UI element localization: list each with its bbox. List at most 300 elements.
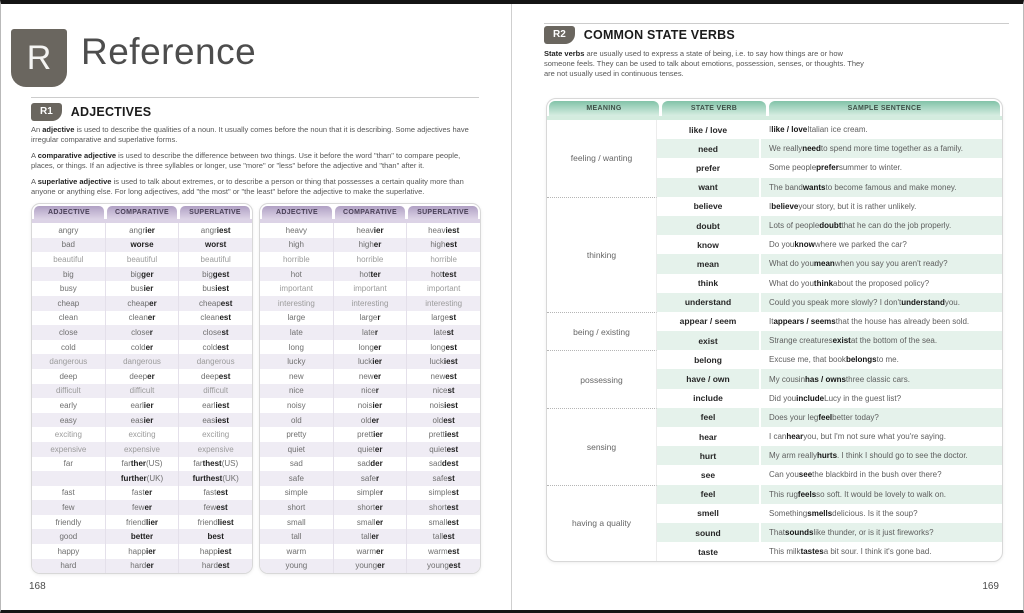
superlative-cell: happ iest	[199, 546, 232, 556]
adjective-row	[32, 413, 252, 428]
comparative-cell: further (UK)	[106, 471, 180, 486]
state-verb-row	[657, 446, 1002, 465]
adjective-table-2-rows	[260, 223, 480, 573]
adjective-row	[260, 559, 480, 574]
sample-sentence-cell: Does your leg feel better today?	[761, 408, 1002, 427]
superlative-cell: clean est	[200, 313, 232, 323]
superlative-cell: high est	[430, 240, 458, 250]
adjective-cell: young	[260, 559, 334, 574]
state-verb-row	[657, 331, 1002, 350]
superlative-cell: quiet est	[429, 444, 459, 454]
sample-sentence-cell: My arm really hurts . I think I should go to see the doctor.	[761, 446, 1002, 465]
sample-sentence-cell: The band wants to become famous and make money.	[761, 178, 1002, 197]
state-verb-cell: include	[657, 389, 761, 408]
adjective-row	[260, 471, 480, 486]
adjective-cell: friendly	[32, 515, 106, 530]
state-verb-cell: taste	[657, 542, 761, 561]
adjective-cell: hot	[260, 267, 334, 282]
superlative-cell: angr iest	[200, 225, 231, 235]
comparative-cell: dangerous	[106, 354, 180, 369]
state-verb-cell: exist	[657, 331, 761, 350]
section-number-badge-r2: R2	[544, 26, 575, 44]
superlative-cell: safe st	[432, 473, 455, 483]
state-verb-row	[657, 389, 1002, 408]
state-verbs-intro: State verbs are usually used to express a state of being, i.e. to say how things are or how someone feels. They can be used to talk about emotions, possession, senses, or thoughts. They are not usually used in continuous tenses.	[544, 49, 864, 78]
column-header-state-verb: STATE VERB	[662, 101, 766, 116]
state-verb-cell: prefer	[657, 158, 761, 177]
comparative-cell: quiet er	[334, 442, 408, 457]
comparative-cell: friend lier	[106, 515, 180, 530]
adjective-cell: cold	[32, 340, 106, 355]
state-verb-row	[657, 312, 1002, 331]
state-verbs-table-body	[547, 120, 1002, 561]
superlative-cell: eas iest	[202, 415, 230, 425]
adjective-cell: nice	[260, 384, 334, 399]
adjective-table-1-rows	[32, 223, 252, 573]
sample-sentence-cell: That sounds like thunder, or is it just fireworks?	[761, 523, 1002, 542]
section-heading-r1: ADJECTIVES	[70, 105, 152, 119]
state-verb-row	[657, 216, 1002, 235]
adjective-row	[32, 442, 252, 457]
state-verb-row	[657, 523, 1002, 542]
superlative-cell: sad dest	[429, 459, 459, 469]
comparative-cell: fast er	[106, 486, 180, 501]
comparative-cell: worse	[106, 238, 180, 253]
adjective-row	[260, 398, 480, 413]
superlative-cell: earl iest	[202, 400, 230, 410]
adjective-row	[32, 267, 252, 282]
superlative-cell: furthest (UK)	[192, 473, 239, 483]
adjective-cell: pretty	[260, 427, 334, 442]
adjective-cell: safe	[260, 471, 334, 486]
adjective-cell: interesting	[260, 296, 334, 311]
sample-sentence-cell: What do you mean when you say you aren't ready?	[761, 254, 1002, 273]
state-verb-cell: think	[657, 274, 761, 293]
comparative-cell: luck ier	[334, 354, 408, 369]
adjective-row	[32, 471, 252, 486]
column-header-sample-sentence: SAMPLE SENTENCE	[769, 101, 1000, 116]
adjective-row	[260, 340, 480, 355]
superlative-cell: difficult	[203, 386, 229, 396]
state-verb-row	[657, 369, 1002, 388]
meaning-cell: thinking	[547, 197, 657, 312]
state-verb-cell: know	[657, 235, 761, 254]
comparative-cell: simple r	[334, 486, 408, 501]
adjectives-intro	[31, 125, 483, 203]
adjective-cell: long	[260, 340, 334, 355]
comparative-cell: eas ier	[106, 413, 180, 428]
superlative-cell: prett iest	[428, 430, 459, 440]
adjective-row	[32, 281, 252, 296]
comparative-cell: cheap er	[106, 296, 180, 311]
meaning-group	[547, 120, 1002, 197]
adjective-row	[260, 281, 480, 296]
state-verb-cell: feel	[657, 408, 761, 427]
comparative-cell: beautiful	[106, 252, 180, 267]
adjective-row	[32, 238, 252, 253]
state-verb-cell: hear	[657, 427, 761, 446]
state-verb-cell: sound	[657, 523, 761, 542]
adjective-row	[32, 296, 252, 311]
adjective-row	[260, 267, 480, 282]
sample-sentence-cell: Do you know where we parked the car?	[769, 240, 907, 250]
superlative-cell: small est	[428, 517, 459, 527]
comparative-cell: heav ier	[334, 223, 408, 238]
comparative-cell: close r	[106, 325, 180, 340]
comparative-cell: big ger	[106, 267, 180, 282]
state-verb-row	[657, 485, 1002, 504]
state-verb-cell: have / own	[657, 369, 761, 388]
adjective-cell: expensive	[32, 442, 106, 457]
meaning-cell: being / existing	[547, 312, 657, 350]
adjective-row	[260, 442, 480, 457]
state-verb-cell: believe	[657, 197, 761, 216]
divider-rule-right	[544, 23, 1009, 24]
sample-sentence-cell: Some people prefer summer to winter.	[769, 163, 902, 173]
comparative-cell: deep er	[106, 369, 180, 384]
superlative-cell: deep est	[201, 371, 231, 381]
adjective-row	[32, 325, 252, 340]
comparative-cell: difficult	[106, 384, 180, 399]
adjective-cell: large	[260, 311, 334, 326]
adjective-cell: far	[32, 457, 106, 472]
adjective-cell: high	[260, 238, 334, 253]
sample-sentence-cell: Can you see the blackbird in the bush over there?	[769, 470, 942, 480]
adjective-cell: cheap	[32, 296, 106, 311]
page-gutter-divider	[511, 4, 512, 610]
state-verb-row	[657, 235, 1002, 254]
superlative-cell: hard est	[201, 561, 230, 571]
meaning-cell: possessing	[547, 350, 657, 408]
adjective-row	[260, 311, 480, 326]
column-header-comparative: COMPARATIVE	[107, 206, 177, 219]
sample-sentence-cell: I like / love Italian ice cream.	[769, 125, 868, 135]
comparative-cell: hot ter	[334, 267, 408, 282]
superlative-cell: long est	[430, 342, 458, 352]
sample-sentence-cell: Excuse me, that book belongs to me.	[769, 355, 899, 365]
state-verb-row	[657, 408, 1002, 427]
adjective-row	[32, 223, 252, 238]
adjective-table-2-header	[260, 204, 480, 219]
sample-sentence-cell: I can hear you, but I'm not sure what you're saying.	[769, 432, 946, 442]
adjective-row	[260, 223, 480, 238]
adjective-cell: happy	[32, 544, 106, 559]
adjective-cell: clean	[32, 311, 106, 326]
superlative-cell: large st	[431, 313, 457, 323]
adjective-row	[32, 529, 252, 544]
adjective-cell: new	[260, 369, 334, 384]
adjective-table-1-header	[32, 204, 252, 219]
adjective-row	[260, 427, 480, 442]
adjective-table-2	[259, 203, 481, 574]
adjective-cell: deep	[32, 369, 106, 384]
superlative-cell: tall est	[432, 532, 455, 542]
adjective-cell: few	[32, 500, 106, 515]
comparative-cell: interesting	[334, 296, 408, 311]
superlative-cell: best	[207, 532, 224, 542]
adjective-cell: quiet	[260, 442, 334, 457]
adjective-table-1	[31, 203, 253, 574]
state-verb-row	[657, 465, 1002, 484]
adjective-row	[260, 515, 480, 530]
adjective-cell: lucky	[260, 354, 334, 369]
adjective-row	[260, 544, 480, 559]
adjective-row	[32, 252, 252, 267]
adjective-row	[32, 354, 252, 369]
intro-paragraph: A comparative adjective is used to describe the difference between two things. Use it before the word "than" to compare people, places, or things. If an adjective is three syllables or longer, use "more" or "less" before the adjective and "than" after it.	[31, 151, 461, 170]
state-verb-cell: mean	[657, 254, 761, 273]
sample-sentence-cell: I believe your story, but it is rather unlikely.	[769, 201, 917, 211]
comparative-cell: nice r	[334, 384, 408, 399]
comparative-cell: young er	[334, 559, 408, 574]
superlative-cell: beautiful	[200, 254, 231, 264]
adjective-row	[260, 238, 480, 253]
adjective-row	[260, 413, 480, 428]
state-verb-row	[657, 274, 1002, 293]
comparative-cell: safe r	[334, 471, 408, 486]
superlative-cell: short est	[429, 503, 459, 513]
adjective-row	[260, 325, 480, 340]
superlative-cell: late st	[433, 327, 454, 337]
adjective-cell: big	[32, 267, 106, 282]
sample-sentence-cell: My cousin has / owns three classic cars.	[761, 369, 1002, 388]
adjective-cell: bad	[32, 238, 106, 253]
page-number-left: 168	[29, 581, 46, 592]
sample-sentence-cell: Something smells delicious. Is it the soup?	[769, 508, 918, 518]
adjective-cell	[32, 471, 106, 486]
superlative-cell: expensive	[197, 444, 234, 454]
adjective-cell: exciting	[32, 427, 106, 442]
state-verb-cell: feel	[657, 485, 761, 504]
sample-sentence-cell: What do you think about the proposed policy?	[769, 278, 930, 288]
state-verb-cell: like / love	[657, 120, 761, 139]
superlative-cell: nice st	[432, 386, 455, 396]
sample-sentence-cell: This milk tastes a bit sour. I think it's gone bad.	[769, 547, 932, 557]
comparative-cell: late r	[334, 325, 408, 340]
adjective-cell: horrible	[260, 252, 334, 267]
comparative-cell: bus ier	[106, 281, 180, 296]
sample-sentence-cell: Could you speak more slowly? I don't understand you.	[761, 293, 1002, 312]
adjective-cell: beautiful	[32, 252, 106, 267]
superlative-cell: young est	[427, 561, 461, 571]
superlative-cell: new est	[430, 371, 457, 381]
adjective-cell: late	[260, 325, 334, 340]
superlative-cell: fast est	[203, 488, 228, 498]
section-letter-badge	[11, 29, 67, 87]
column-header-superlative: SUPERLATIVE	[408, 206, 478, 219]
adjective-cell: fast	[32, 486, 106, 501]
adjective-cell: simple	[260, 486, 334, 501]
comparative-cell: long er	[334, 340, 408, 355]
state-verb-row	[657, 197, 1002, 216]
adjective-row	[260, 369, 480, 384]
meaning-cell: feeling / wanting	[547, 120, 657, 197]
sample-sentence-cell: Lots of people doubt that he can do the job properly.	[761, 216, 1002, 235]
comparative-cell: happ ier	[106, 544, 180, 559]
column-header-meaning: MEANING	[549, 101, 659, 116]
state-verb-cell: need	[657, 139, 761, 158]
column-header-superlative: SUPERLATIVE	[180, 206, 250, 219]
superlative-cell: friend liest	[197, 517, 234, 527]
adjective-row	[32, 515, 252, 530]
state-verb-cell: appear / seem	[657, 312, 761, 331]
adjective-row	[32, 457, 252, 472]
superlative-cell: far thest (US)	[193, 459, 239, 469]
comparative-cell: cold er	[106, 340, 180, 355]
comparative-cell: better	[106, 529, 180, 544]
adjective-cell: old	[260, 413, 334, 428]
adjective-row	[260, 252, 480, 267]
adjective-row	[32, 427, 252, 442]
adjective-row	[32, 398, 252, 413]
meaning-cell: having a quality	[547, 485, 657, 562]
superlative-cell: exciting	[202, 430, 230, 440]
sample-sentence-cell: It appears / seems that the house has already been sold.	[769, 316, 970, 326]
state-verb-cell: want	[657, 178, 761, 197]
state-verb-row	[657, 504, 1002, 523]
superlative-cell: big gest	[202, 269, 230, 279]
adjective-row	[32, 559, 252, 574]
state-verbs-table-header	[547, 99, 1002, 116]
superlative-cell: hot test	[431, 269, 457, 279]
comparative-cell: large r	[334, 311, 408, 326]
superlative-cell: horrible	[430, 254, 458, 264]
adjective-cell: angry	[32, 223, 106, 238]
adjective-cell: heavy	[260, 223, 334, 238]
comparative-cell: important	[334, 281, 408, 296]
comparative-cell: prett ier	[334, 427, 408, 442]
adjective-row	[32, 384, 252, 399]
adjective-cell: noisy	[260, 398, 334, 413]
page-number-right: 169	[982, 581, 999, 592]
meaning-cell: sensing	[547, 408, 657, 485]
adjective-cell: warm	[260, 544, 334, 559]
comparative-cell: clean er	[106, 311, 180, 326]
intro-paragraph: A superlative adjective is used to talk about extremes, or to describe a person or thing that possesses a certain quality more than anyone or anything else. For long adjectives, add "the most" or "the least" before the adjective to make the superlative.	[31, 177, 464, 196]
superlative-cell: warm est	[428, 546, 460, 556]
adjective-cell: short	[260, 500, 334, 515]
adjective-cell: small	[260, 515, 334, 530]
superlative-cell: old est	[432, 415, 455, 425]
superlative-cell: bus iest	[202, 284, 230, 294]
state-verb-cell: smell	[657, 504, 761, 523]
state-verb-row	[657, 350, 1002, 369]
section-heading-r2: COMMON STATE VERBS	[583, 28, 735, 42]
state-verb-cell: doubt	[657, 216, 761, 235]
comparative-cell: earl ier	[106, 398, 180, 413]
sample-sentence-cell: Strange creatures exist at the bottom of the sea.	[761, 331, 1002, 350]
adjective-row	[260, 384, 480, 399]
sample-sentence-cell: Did you include Lucy in the guest list?	[769, 393, 902, 403]
sample-sentence-cell: We really need to spend more time together as a family.	[761, 139, 1002, 158]
state-verb-row	[657, 293, 1002, 312]
adjective-cell: important	[260, 281, 334, 296]
adjective-row	[32, 340, 252, 355]
superlative-cell: cheap est	[199, 298, 233, 308]
comparative-cell: hard er	[106, 559, 180, 574]
superlative-cell: close st	[202, 327, 229, 337]
adjective-cell: dangerous	[32, 354, 106, 369]
superlative-cell: dangerous	[196, 357, 235, 367]
state-verb-row	[657, 139, 1002, 158]
state-verb-cell: belong	[657, 350, 761, 369]
comparative-cell: horrible	[334, 252, 408, 267]
comparative-cell: nois ier	[334, 398, 408, 413]
adjective-cell: tall	[260, 529, 334, 544]
column-header-adjective: ADJECTIVE	[34, 206, 104, 219]
comparative-cell: warm er	[334, 544, 408, 559]
meaning-group	[547, 350, 1002, 408]
comparative-cell: exciting	[106, 427, 180, 442]
state-verb-row	[657, 158, 1002, 177]
superlative-cell: luck iest	[429, 357, 458, 367]
adjective-cell: busy	[32, 281, 106, 296]
adjective-cell: good	[32, 529, 106, 544]
adjective-row	[260, 354, 480, 369]
state-verbs-table	[546, 98, 1003, 562]
adjective-cell: difficult	[32, 384, 106, 399]
meaning-group	[547, 408, 1002, 485]
comparative-cell: old er	[334, 413, 408, 428]
section-header-r1	[31, 103, 151, 121]
meaning-group	[547, 312, 1002, 350]
adjective-cell: sad	[260, 457, 334, 472]
superlative-cell: heav iest	[428, 225, 460, 235]
comparative-cell: tall er	[334, 529, 408, 544]
adjective-row	[32, 369, 252, 384]
adjective-row	[260, 296, 480, 311]
adjective-row	[260, 529, 480, 544]
state-verb-row	[657, 120, 1002, 139]
comparative-cell: far ther (US)	[106, 457, 180, 472]
comparative-cell: sad der	[334, 457, 408, 472]
section-number-badge-r1: R1	[31, 103, 62, 121]
adjective-row	[260, 457, 480, 472]
superlative-cell: worst	[205, 240, 227, 250]
comparative-cell: small er	[334, 515, 408, 530]
superlative-cell: simple st	[428, 488, 459, 498]
comparative-cell: short er	[334, 500, 408, 515]
superlative-cell: important	[427, 284, 461, 294]
comparative-cell: high er	[334, 238, 408, 253]
sample-sentence-cell: This rug feels so soft. It would be lovely to walk on.	[761, 485, 1002, 504]
page-title: Reference	[81, 31, 257, 72]
adjective-row	[32, 500, 252, 515]
section-header-r2	[544, 26, 735, 44]
meaning-group	[547, 197, 1002, 312]
comparative-cell: few er	[106, 500, 180, 515]
adjective-cell: easy	[32, 413, 106, 428]
adjective-row	[32, 544, 252, 559]
state-verb-cell: hurt	[657, 446, 761, 465]
column-header-adjective: ADJECTIVE	[262, 206, 332, 219]
adjective-row	[260, 486, 480, 501]
comparative-cell: expensive	[106, 442, 180, 457]
state-verb-row	[657, 254, 1002, 273]
comparative-cell: angr ier	[106, 223, 180, 238]
adjective-row	[260, 500, 480, 515]
state-verb-cell: see	[657, 465, 761, 484]
superlative-cell: cold est	[202, 342, 229, 352]
adjective-cell: early	[32, 398, 106, 413]
superlative-cell: nois iest	[429, 400, 458, 410]
adjective-cell: close	[32, 325, 106, 340]
superlative-cell: few est	[203, 503, 228, 513]
adjective-row	[32, 486, 252, 501]
column-header-comparative: COMPARATIVE	[335, 206, 405, 219]
state-verb-cell: understand	[657, 293, 761, 312]
superlative-cell: interesting	[425, 298, 463, 308]
